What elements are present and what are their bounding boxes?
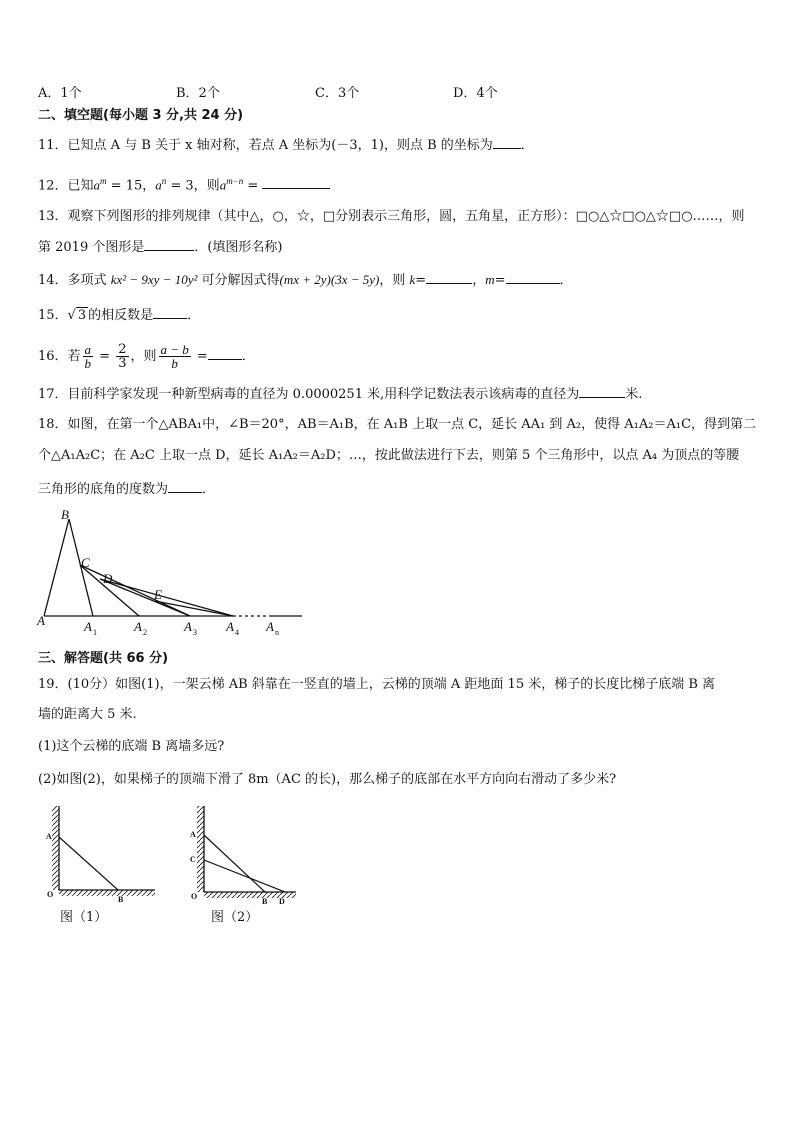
q16-three: 3 <box>118 356 127 371</box>
ladder-figure-2 <box>185 800 315 930</box>
q12-eq2: = 3，则 <box>166 178 220 194</box>
option-a: A．1个 <box>38 86 82 101</box>
q13-text-a: 第 2019 个图形是 <box>38 240 145 255</box>
label-d: D <box>103 571 113 586</box>
question-17 <box>38 385 642 404</box>
q14-factors: (mx + 2y)(3x − 5y) <box>279 272 380 287</box>
q14-mid: 可分解因式得 <box>197 273 280 288</box>
fraction-amb-over-b <box>159 343 191 370</box>
q14-pre: 14．多项式 <box>38 273 111 288</box>
question-18-line3: 三角形的底角的度数为 ． <box>38 482 216 497</box>
question-19-part2: (2)如图(2)，如果梯子的顶端下滑了 8m（AC 的长)，那么梯子的底部在水平方向向右滑动了多少米? <box>38 772 617 787</box>
q14-m: m <box>485 272 495 287</box>
triangle-chain-figure <box>30 505 320 640</box>
section-heading-fill-in: 二、填空题(每小题 3 分,共 24 分) <box>38 108 244 123</box>
label-a2-sub: 2 <box>143 628 147 637</box>
answer-blank <box>153 306 187 319</box>
label-a4: A <box>226 619 234 634</box>
question-15: 15．√ 3 的相反数是 ． <box>38 308 201 323</box>
fig1-caption: 图（1） <box>60 910 108 925</box>
answer-blank <box>579 385 625 398</box>
q16-pre: 16．若 <box>38 349 81 364</box>
label-c: C <box>81 555 90 570</box>
answer-blank <box>168 480 202 493</box>
question-19-line2: 墙的距离大 5 米. <box>38 707 137 722</box>
q16-amb: a − b <box>160 342 189 357</box>
question-18-line2: 个△A₁A₂C；在 A₂C 上取一点 D，延长 A₁A₂＝A₂D；…，按此做法进行下去，则第 5 个三角形中，以点 A₄ 为顶点的等腰 <box>38 448 740 463</box>
answer-blank <box>208 347 242 360</box>
q15-text: 的相反数是 <box>88 308 154 323</box>
q16-eq2: = <box>192 349 208 364</box>
answer-blank <box>493 136 521 149</box>
fraction-a-over-b <box>83 343 94 370</box>
q16-then: ，则 <box>130 349 157 364</box>
fig2-label-o: O <box>191 892 198 901</box>
question-19-line1: 19．(10分）如图(1)，一架云梯 AB 斜靠在一竖直的墙上，云梯的顶端 A 距地面 15 米，梯子的长度比梯子底端 B 离 <box>38 677 716 692</box>
label-an: A <box>266 619 274 634</box>
q13-text-b: ．(填图形名称) <box>194 240 283 255</box>
ladder-figure-1 <box>38 800 168 930</box>
label-an-sub: n <box>275 628 279 637</box>
q17-text: 17．目前科学家发现一种新型病毒的直径为 0.0000251 米,用科学记数法表示该病毒的直径为 <box>38 387 580 402</box>
fig1-label-o: O <box>47 890 54 899</box>
q14-k: k <box>409 272 416 287</box>
q12-a3: a <box>219 177 227 193</box>
fig1-label-b: B <box>118 895 124 904</box>
option-c: C．3个 <box>315 86 360 101</box>
q15-num: 15． <box>38 308 68 323</box>
q12-m: m <box>100 176 107 186</box>
q17-unit: 米. <box>625 387 643 402</box>
q16-two: 2 <box>118 342 127 357</box>
q14-poly: kx² − 9xy − 10y² <box>110 272 198 287</box>
answer-blank <box>144 238 194 251</box>
q16-b2: b <box>171 356 178 371</box>
fig1-label-a: A <box>46 832 52 841</box>
fig2-label-b: B <box>262 897 268 906</box>
q12-eq3: = <box>243 178 263 194</box>
label-b: B <box>61 507 69 522</box>
q14-eq1: = <box>415 273 427 288</box>
q12-mn: m−n <box>226 176 244 186</box>
label-a3-sub: 3 <box>193 628 197 637</box>
q11-text: 11．已知点 A 与 B 关于 x 轴对称，若点 A 坐标为(－3，1)，则点 B 的坐标为 <box>38 138 493 153</box>
option-d: D．4个 <box>453 86 498 101</box>
label-a2: A <box>134 619 142 634</box>
question-11: 11．已知点 A 与 B 关于 x 轴对称，若点 A 坐标为(－3，1)，则点 B 的坐标为 ． <box>38 138 534 153</box>
question-19-part1: (1)这个云梯的底端 B 离墙多远? <box>38 739 225 754</box>
q16-eq: = <box>95 349 115 364</box>
fraction-two-thirds <box>116 343 128 370</box>
answer-blank-k <box>426 271 472 284</box>
fig2-label-c: C <box>190 855 196 864</box>
q14-end: ． <box>559 273 573 288</box>
fig2-label-a: A <box>190 830 196 839</box>
q16-b: b <box>84 356 92 371</box>
q14-post1: ，则 <box>379 273 410 288</box>
label-e: E <box>154 587 162 602</box>
q14-eq2: = <box>494 273 506 288</box>
q16-a: a <box>84 342 92 357</box>
q15-radicand: 3 <box>77 308 87 323</box>
fig2-label-d: D <box>279 897 285 906</box>
question-18-line1: 18．如图，在第一个△ABA₁中，∠B＝20°，AB＝A₁B，在 A₁B 上取一点 C，延长 AA₁ 到 A₂，使得 A₁A₂＝A₁C，得到第二 <box>38 417 757 432</box>
label-a4-sub: 4 <box>235 628 239 637</box>
label-a1: A <box>84 619 92 634</box>
answer-blank-m <box>506 271 560 284</box>
section-heading-solutions: 三、解答题(共 66 分) <box>38 651 169 666</box>
option-b: B．2个 <box>176 86 220 101</box>
question-14 <box>38 271 573 290</box>
q14-post2: ， <box>472 273 486 288</box>
q12-a2: a <box>155 177 162 193</box>
question-12 <box>38 172 330 195</box>
label-a3: A <box>184 619 192 634</box>
q12-num: 12．已知 <box>38 178 94 194</box>
answer-blank <box>262 176 330 189</box>
label-a: A <box>37 613 45 628</box>
q12-a1: a <box>93 177 101 193</box>
question-16: 16．若 $\frac{a}{b}$ = $\frac{2}{3}$ ，则 $\frac{a - b}{b}$ = ． <box>38 342 255 371</box>
sqrt-expression: √ 3 <box>67 308 87 323</box>
q12-eq1: = 15， <box>106 178 156 194</box>
q18-text: 三角形的底角的度数为 <box>38 482 169 497</box>
question-13-line1: 13．观察下列图形的排列规律（其中△，○，☆，□分别表示三角形，圆，五角星，正方形）：□○△☆□○△☆□○……，则 <box>38 209 745 224</box>
fig2-caption: 图（2） <box>211 910 259 925</box>
label-a1-sub: 1 <box>93 628 97 637</box>
q12-n: n <box>161 176 167 186</box>
question-13-line2 <box>38 238 283 257</box>
